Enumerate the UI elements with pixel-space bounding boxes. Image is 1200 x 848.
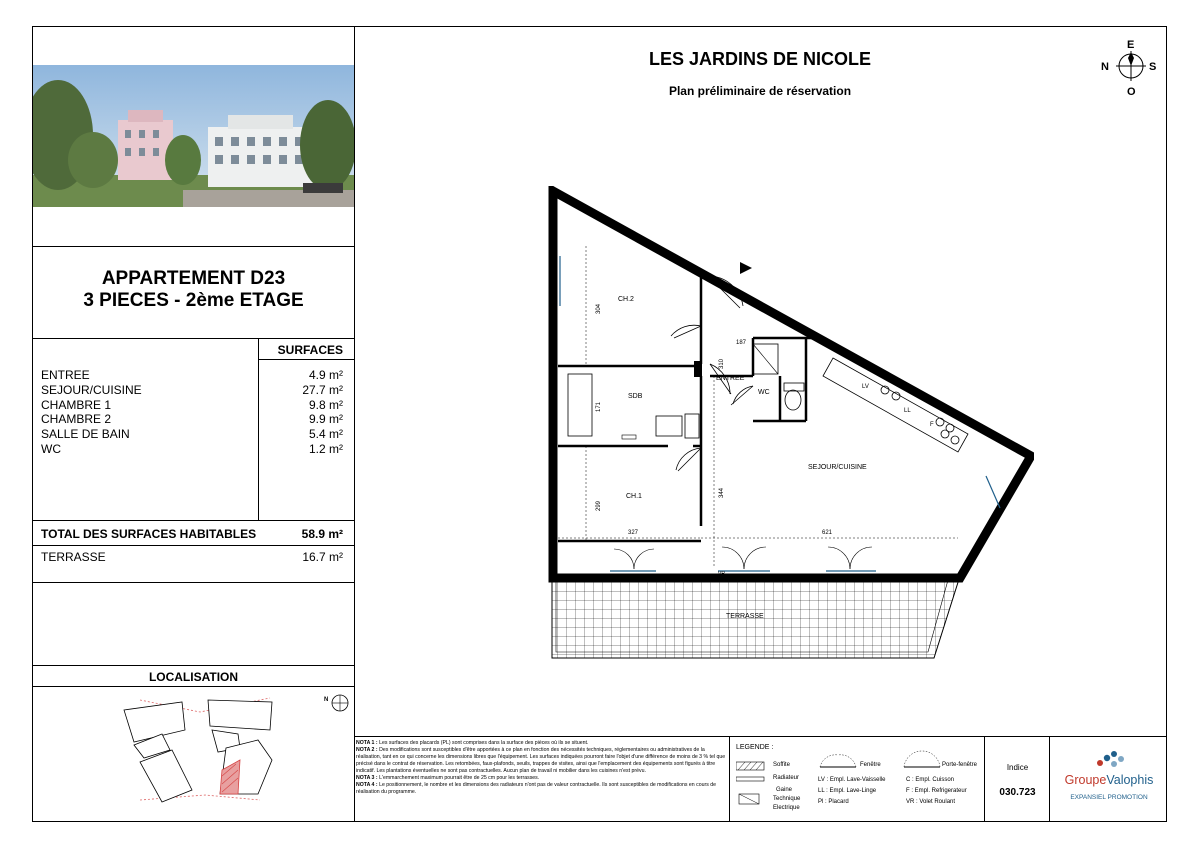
floor-plan [548,186,1034,662]
tag-vr: VR [718,571,725,577]
note-2: NOTA 2 : Des modifications sont susceptibles d'être apportées à ce plan en fonction des nécessités techniques, réglementaires ou administratives de la réalisation, tant en ce qui concerne les dimensions libres que l'équipement. Les surfaces indiquées pourront faire l'objet d'une différence de moins de 3 % tel que précisé dans le contrat de réservation. Les retombées, faux-plafonds, seuils, trappes de visites, ainsi que l'emplacement des équipements sont figurés à titre indicatif. Les plantations éventuelles ne sont pas contractuelles. Aucun plan de travail ni mobilier dans les cuisines n'est prévu. [356,747,726,774]
terrasse-label: TERRASSE [41,550,106,564]
dim-621: 621 [822,530,833,536]
legend-title: LEGENDE : [736,744,774,751]
tag-ll: LL [904,408,911,414]
dim-187: 187 [736,340,747,346]
dim-327: 327 [628,530,639,536]
dim-171: 171 [596,401,602,412]
legend-electrique: Electrique [773,805,800,811]
tag-lv: LV [862,384,869,390]
room-name: CHAMBRE 1 [41,397,112,412]
dim-299: 299 [596,500,602,511]
divider [33,246,355,247]
tag-f: F [930,422,934,428]
apartment-type: 3 PIECES - 2ème ETAGE [83,290,304,311]
brand-subtitle: EXPANSIEL PROMOTION [1070,794,1148,801]
radiator-icon [736,776,766,782]
legend-c: C : Empl. Cuisson [906,777,955,783]
french-door-icon [902,749,942,771]
room-name: WC [41,441,61,456]
room-area: 5.4 m² [308,427,343,442]
terrasse-row [41,550,343,564]
note-1: NOTA 1 : Les surfaces des placards (PL) sont comprises dans la surface des pièces où ils se situent. [356,740,589,746]
list-item [41,398,343,413]
total-label: TOTAL DES SURFACES HABITABLES [41,527,257,541]
compass-south-label: S [1149,61,1157,73]
room-name: CHAMBRE 2 [41,412,112,427]
room-area: 4.9 m² [308,368,343,382]
building-photo [33,65,354,207]
compass-north-label: N [1101,61,1109,73]
index-block [984,737,1049,822]
list-item [41,427,343,442]
room-label-wc: WC [758,389,770,396]
page-subtitle: Plan préliminaire de réservation [668,84,852,98]
legend-pl: Pl : Placard [818,799,849,805]
divider [33,582,355,583]
gaine-icon [738,792,762,806]
list-item [41,368,343,383]
legend-vr: VR : Volet Roulant [906,799,956,805]
legend-radiateur: Radiateur [773,775,800,781]
legend-fenetre: Fenêtre [860,762,881,768]
surfaces-list [41,368,343,457]
dim-344: 344 [719,487,725,498]
legend-porte-fenetre: Porte-fenêtre [942,762,978,768]
divider [33,665,355,666]
note-4: NOTA 4 : Le positionnement, le nombre et les dimensions des radiateurs n'ont pas de valeur contractuelle. Ils sont susceptibles de modifications en cours de réalisation du programme. [356,782,717,795]
room-label-ch2: CH.2 [618,296,634,303]
divider [33,520,355,521]
compass-icon [1098,38,1164,98]
legend-soffite: Soffite [773,762,790,768]
terrasse-value: 16.7 m² [302,550,343,564]
list-item [41,412,343,427]
valophis-logo-icon [1092,749,1128,771]
localisation-title: LOCALISATION [148,670,239,684]
index-value: 030.723 [999,787,1036,798]
north-label: N [324,697,329,703]
room-name: SEJOUR/CUISINE [41,382,142,397]
list-item [41,383,343,398]
legend [729,737,984,822]
soffite-icon [736,761,766,771]
brand-name: GroupeValophis [1064,773,1154,787]
room-label-terrasse: TERRASSE [726,613,764,620]
compass-east-label: E [1127,39,1135,51]
index-label: Indice [1006,763,1029,772]
brand-block [1049,737,1167,822]
legend-lv: LV : Empl. Lave-Vaisselle [818,777,886,783]
legend-technique: Technique [773,796,801,802]
room-label-entree: ENTREE [716,375,745,382]
room-label-sejour: SEJOUR/CUISINE [808,464,867,471]
total-value: 58.9 m² [301,527,343,541]
dim-310: 310 [719,358,725,369]
list-item [41,442,343,457]
notes-block [356,740,726,796]
room-name: ENTREE [41,368,90,382]
legend-ll: LL : Empl. Lave-Linge [818,788,877,794]
divider [33,545,355,546]
surfaces-header [258,338,355,360]
page-title: LES JARDINS DE NICOLE [648,49,872,69]
dim-304: 304 [596,303,602,314]
room-label-sdb: SDB [628,393,643,400]
legend-f: F : Empl. Refrigerateur [906,788,967,794]
room-area: 9.9 m² [308,412,343,427]
divider [33,686,355,687]
total-surface-row [41,527,343,541]
legend-gaine: Gaine [776,787,793,793]
room-area: 27.7 m² [302,382,343,397]
north-icon [323,692,351,714]
room-label-ch1: CH.1 [626,493,642,500]
room-area: 1.2 m² [308,441,343,456]
apartment-walls [553,191,1031,578]
apartment-name: APPARTEMENT D23 [101,268,286,289]
entry-arrow-icon [740,262,752,274]
note-3: NOTA 3 : L'emmarchement maximum pourrait être de 25 cm pour les terrasses. [356,775,540,781]
window-icon [818,753,858,771]
apartment-title [33,268,354,312]
room-name: SALLE DE BAIN [41,427,130,442]
room-area: 9.8 m² [308,397,343,412]
compass-west-label: O [1127,86,1136,98]
surfaces-header-label: SURFACES [277,343,343,357]
